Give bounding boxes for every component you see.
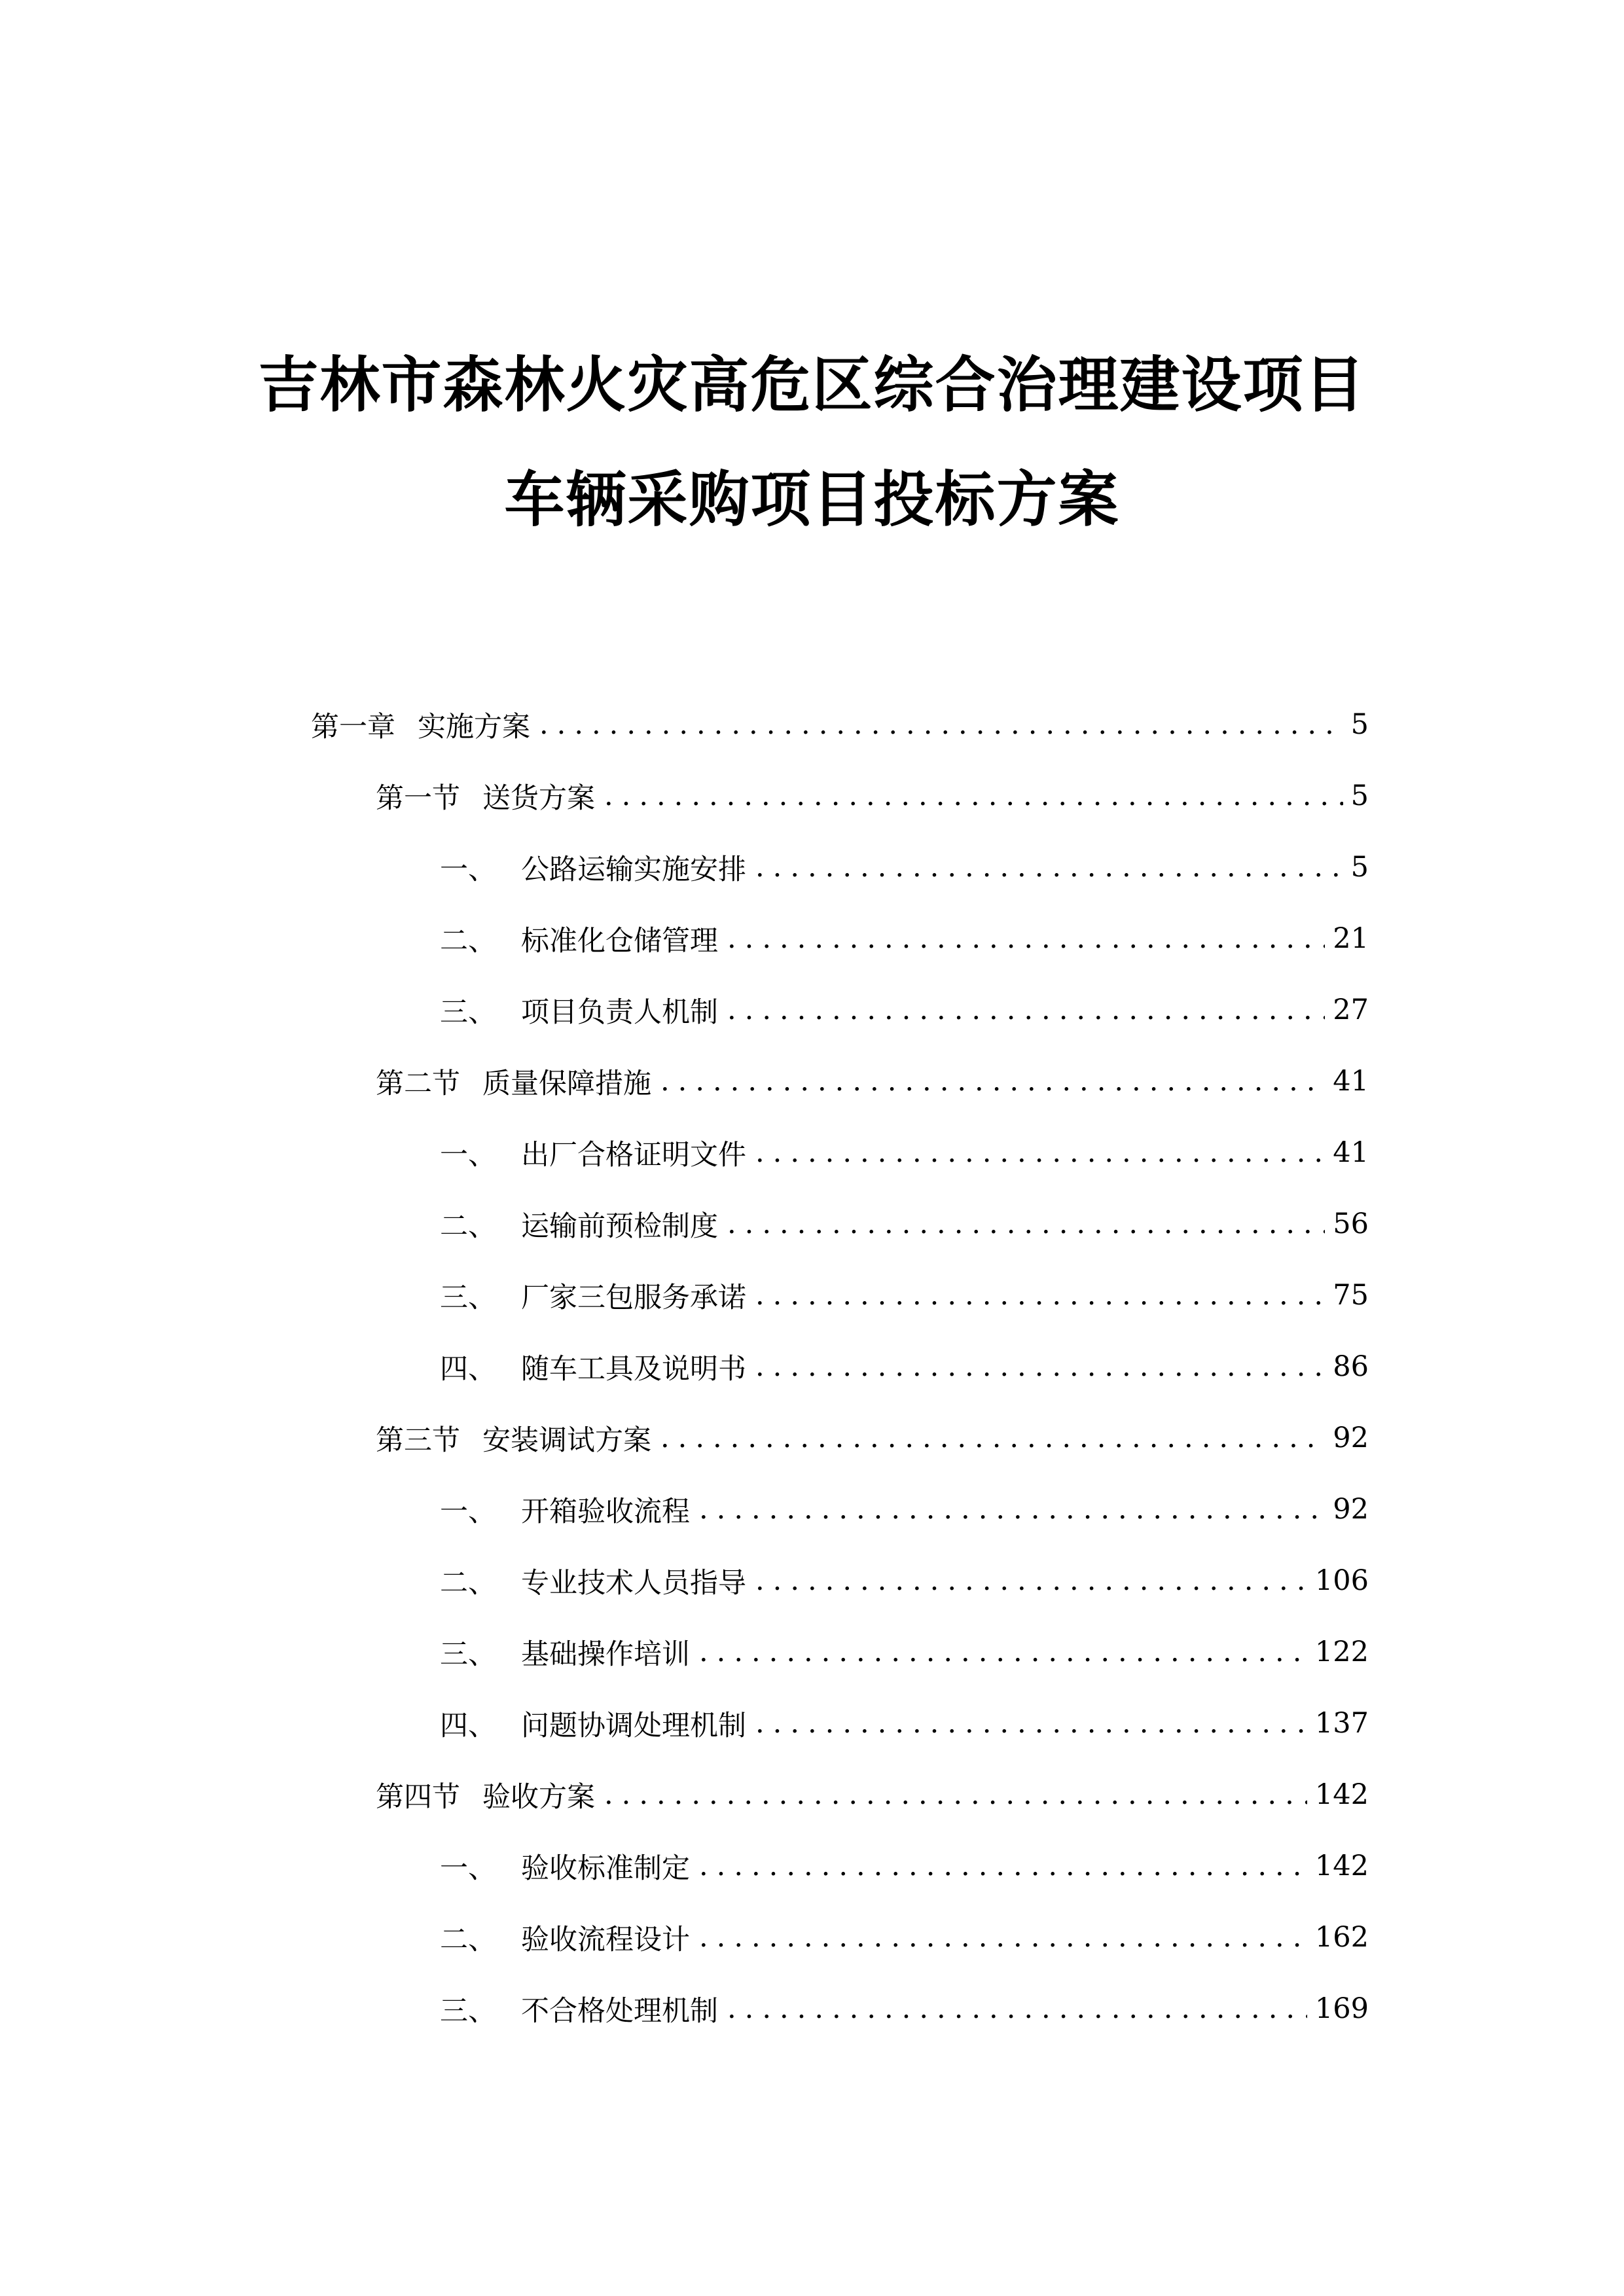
toc-entry-label: 专业技术人员指导 — [521, 1566, 746, 1600]
toc-entry-label: 质量保障措施 — [482, 1067, 651, 1100]
toc-entry-page-number: 142 — [1314, 1850, 1369, 1882]
toc-entry-item[interactable] — [440, 1843, 1369, 1889]
toc-entry-page-number: 86 — [1333, 1350, 1369, 1383]
toc-entry-page-number: 27 — [1333, 994, 1369, 1026]
toc-entry-label: 运输前预检制度 — [521, 1210, 718, 1243]
toc-entry-page-number: 5 — [1350, 780, 1369, 812]
toc-entry-page-number: 142 — [1314, 1778, 1369, 1811]
toc-dot-leader — [755, 1707, 1307, 1740]
toc-entry-number: 第一节 — [376, 781, 460, 815]
toc-entry-chapter-1[interactable] — [311, 702, 1369, 747]
toc-dot-leader — [699, 1921, 1307, 1954]
toc-entry-label: 安装调试方案 — [482, 1424, 651, 1457]
toc-entry-page-number: 162 — [1314, 1921, 1369, 1954]
toc-entry-number: 一、 — [440, 1138, 496, 1172]
toc-entry-label: 标准化仓储管理 — [521, 924, 718, 958]
toc-entry-label: 实施方案 — [418, 710, 530, 744]
toc-entry-page-number: 56 — [1333, 1208, 1369, 1240]
toc-dot-leader — [755, 1136, 1325, 1169]
toc-entry-number: 二、 — [440, 1210, 496, 1243]
toc-entry-number: 二、 — [440, 924, 496, 958]
toc-entry-item[interactable] — [440, 1986, 1369, 2032]
toc-entry-number: 第四节 — [376, 1780, 460, 1814]
toc-dot-leader — [755, 851, 1343, 884]
toc-entry-page-number: 92 — [1333, 1493, 1369, 1526]
toc-entry-label: 开箱验收流程 — [521, 1495, 690, 1528]
toc-entry-page-number: 41 — [1333, 1136, 1369, 1169]
toc-entry-page-number: 41 — [1333, 1065, 1369, 1098]
toc-dot-leader — [660, 1065, 1325, 1098]
toc-dot-leader — [604, 780, 1343, 812]
toc-entry-page-number: 92 — [1333, 1422, 1369, 1454]
toc-entry-number: 二、 — [440, 1566, 496, 1600]
toc-entry-number: 第一章 — [311, 710, 395, 744]
toc-entry-page-number: 21 — [1333, 922, 1369, 955]
toc-entry-item[interactable] — [440, 1700, 1369, 1746]
toc-entry-number: 一、 — [440, 1852, 496, 1885]
toc-dot-leader — [755, 1350, 1325, 1383]
toc-entry-item[interactable] — [440, 916, 1369, 961]
toc-entry-number: 一、 — [440, 853, 496, 886]
toc-entry-label: 随车工具及说明书 — [521, 1352, 746, 1386]
toc-entry-label: 项目负责人机制 — [521, 996, 718, 1029]
toc-entry-label: 验收标准制定 — [521, 1852, 690, 1885]
toc-entry-page-number: 5 — [1350, 708, 1369, 741]
toc-entry-number: 一、 — [440, 1495, 496, 1528]
toc-dot-leader — [699, 1493, 1325, 1526]
toc-entry-page-number: 106 — [1314, 1564, 1369, 1597]
toc-entry-number: 三、 — [440, 1638, 496, 1671]
toc-entry-item[interactable] — [440, 1629, 1369, 1675]
toc-entry-number: 第三节 — [376, 1424, 460, 1457]
toc-dot-leader — [727, 922, 1325, 955]
toc-entry-page-number: 5 — [1350, 851, 1369, 884]
toc-entry-number: 三、 — [440, 1281, 496, 1314]
toc-dot-leader — [539, 708, 1343, 741]
toc-entry-item[interactable] — [440, 844, 1369, 890]
toc-entry-item[interactable] — [440, 1201, 1369, 1247]
toc-dot-leader — [699, 1636, 1307, 1668]
toc-entry-label: 问题协调处理机制 — [521, 1709, 746, 1742]
toc-dot-leader — [755, 1564, 1307, 1597]
toc-entry-label: 厂家三包服务承诺 — [521, 1281, 746, 1314]
toc-entry-number: 第二节 — [376, 1067, 460, 1100]
toc-entry-item[interactable] — [440, 1130, 1369, 1175]
toc-entry-label: 验收流程设计 — [521, 1923, 690, 1956]
toc-entry-item[interactable] — [440, 1558, 1369, 1604]
toc-entry-section-4[interactable] — [376, 1772, 1369, 1818]
document-title-line-2: 车辆采购项目投标方案 — [504, 465, 1120, 535]
toc-entry-item[interactable] — [440, 1344, 1369, 1390]
toc-entry-section-3[interactable] — [376, 1415, 1369, 1461]
toc-entry-item[interactable] — [440, 1272, 1369, 1318]
toc-entry-section-2[interactable] — [376, 1058, 1369, 1104]
toc-dot-leader — [699, 1850, 1307, 1882]
toc-entry-label: 不合格处理机制 — [521, 1994, 718, 2028]
toc-entry-number: 三、 — [440, 996, 496, 1029]
toc-dot-leader — [604, 1778, 1307, 1811]
toc-dot-leader — [660, 1422, 1325, 1454]
toc-entry-page-number: 169 — [1314, 1992, 1369, 2025]
toc-entry-label: 基础操作培训 — [521, 1638, 690, 1671]
toc-entry-label: 出厂合格证明文件 — [521, 1138, 746, 1172]
toc-entry-item[interactable] — [440, 987, 1369, 1033]
toc-entry-page-number: 122 — [1314, 1636, 1369, 1668]
toc-entry-number: 三、 — [440, 1994, 496, 2028]
toc-dot-leader — [727, 994, 1325, 1026]
toc-entry-page-number: 137 — [1314, 1707, 1369, 1740]
document-title-line-1: 吉林市森林火灾高危区综合治理建设项目 — [258, 350, 1366, 420]
toc-entry-label: 验收方案 — [482, 1780, 595, 1814]
toc-entry-item[interactable] — [440, 1914, 1369, 1960]
toc-entry-section-1[interactable] — [376, 773, 1369, 819]
toc-entry-number: 四、 — [440, 1709, 496, 1742]
toc-dot-leader — [727, 1992, 1307, 2025]
toc-dot-leader — [755, 1279, 1325, 1312]
toc-entry-item[interactable] — [440, 1486, 1369, 1532]
toc-entry-number: 二、 — [440, 1923, 496, 1956]
toc-entry-label: 公路运输实施安排 — [521, 853, 746, 886]
toc-entry-label: 送货方案 — [482, 781, 595, 815]
toc-entry-page-number: 75 — [1333, 1279, 1369, 1312]
toc-entry-number: 四、 — [440, 1352, 496, 1386]
toc-dot-leader — [727, 1208, 1325, 1240]
